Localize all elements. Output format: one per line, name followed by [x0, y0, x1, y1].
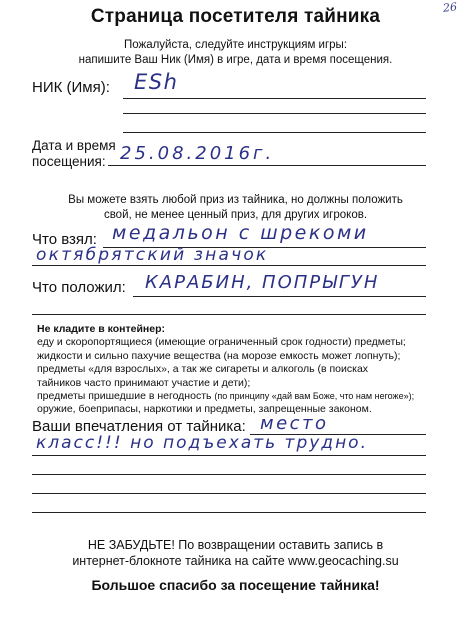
thanks-text: Большое спасибо за посещение тайника!: [91, 577, 380, 593]
put-value: КАРАБИН, ПОПРЫГУН: [145, 272, 380, 293]
rules-block: [37, 323, 457, 417]
page-number-mark: 26: [442, 0, 458, 15]
prize-note-line-1: Вы можете взять любой приз из тайника, но должны положить: [68, 194, 403, 206]
instructions-line-1: Пожалуйста, следуйте инструкциям игры:: [123, 39, 348, 51]
rules-line: оружие, боеприпасы, наркотики и предметы, запрещенные законом.: [37, 403, 372, 416]
blank-line: [123, 132, 426, 133]
put-label: Что положил:: [32, 279, 126, 296]
blank-line: [32, 493, 426, 494]
visit-value: 25.08.2016г.: [120, 143, 275, 164]
visit-label-line-1: Дата и время: [32, 138, 116, 153]
visit-label-line-2: посещения:: [32, 154, 106, 169]
took-line-2: [32, 265, 426, 266]
page-title: Страница посетителя тайника: [90, 6, 381, 27]
impressions-label: Ваши впечатления от тайника:: [32, 418, 246, 435]
blank-line: [32, 474, 426, 475]
prize-note-line-2: свой, не менее ценный приз, для других игроков.: [103, 209, 368, 221]
blank-line: [123, 113, 426, 114]
impressions-value-line-2: класс!!! но подъехать трудно.: [36, 433, 368, 453]
rules-line-note: (по принципу «дай вам Боже, что нам негоже»);: [214, 391, 415, 402]
rules-line: [37, 390, 457, 403]
impressions-value-line-1: место: [260, 413, 329, 434]
rules-line: жидкости и сильно пахучие вещества (на морозе емкость может лопнуть);: [37, 349, 401, 362]
rules-line: предметы «для взрослых», а так же сигареты и алкоголь (в поисках: [37, 363, 369, 376]
took-value-line-1: медальон с шрекоми: [112, 222, 369, 244]
took-value-line-2: октябрятский значок: [36, 245, 269, 265]
put-line: [133, 296, 426, 297]
rules-line: тайников часто принимают участие и дети);: [37, 376, 251, 389]
put-line-2: [32, 314, 426, 315]
blank-line: [32, 512, 426, 513]
rules-line: еду и скоропортящиеся (имеющие ограниченный срок годности) предметы;: [37, 336, 406, 349]
visit-line: [108, 165, 426, 166]
rules-line-main: предметы пришедшие в негодность: [37, 390, 215, 403]
rules-heading: Не кладите в контейнер:: [37, 323, 166, 335]
instructions-line-2: напишите Ваш Ник (Имя) в игре, дата и время посещения.: [78, 54, 393, 66]
took-label: Что взял:: [32, 231, 97, 248]
nick-line: [123, 98, 426, 99]
footer-line-2: интернет-блокноте тайника на сайте www.geocaching.su: [72, 554, 399, 568]
footer-reminder: [0, 537, 471, 569]
nick-label: НИК (Имя):: [32, 79, 110, 96]
footer-line-1: НЕ ЗАБУДЬТЕ! По возвращении оставить запись в: [87, 538, 384, 552]
impressions-line-2: [32, 455, 426, 456]
nick-value: ESh: [134, 70, 179, 94]
